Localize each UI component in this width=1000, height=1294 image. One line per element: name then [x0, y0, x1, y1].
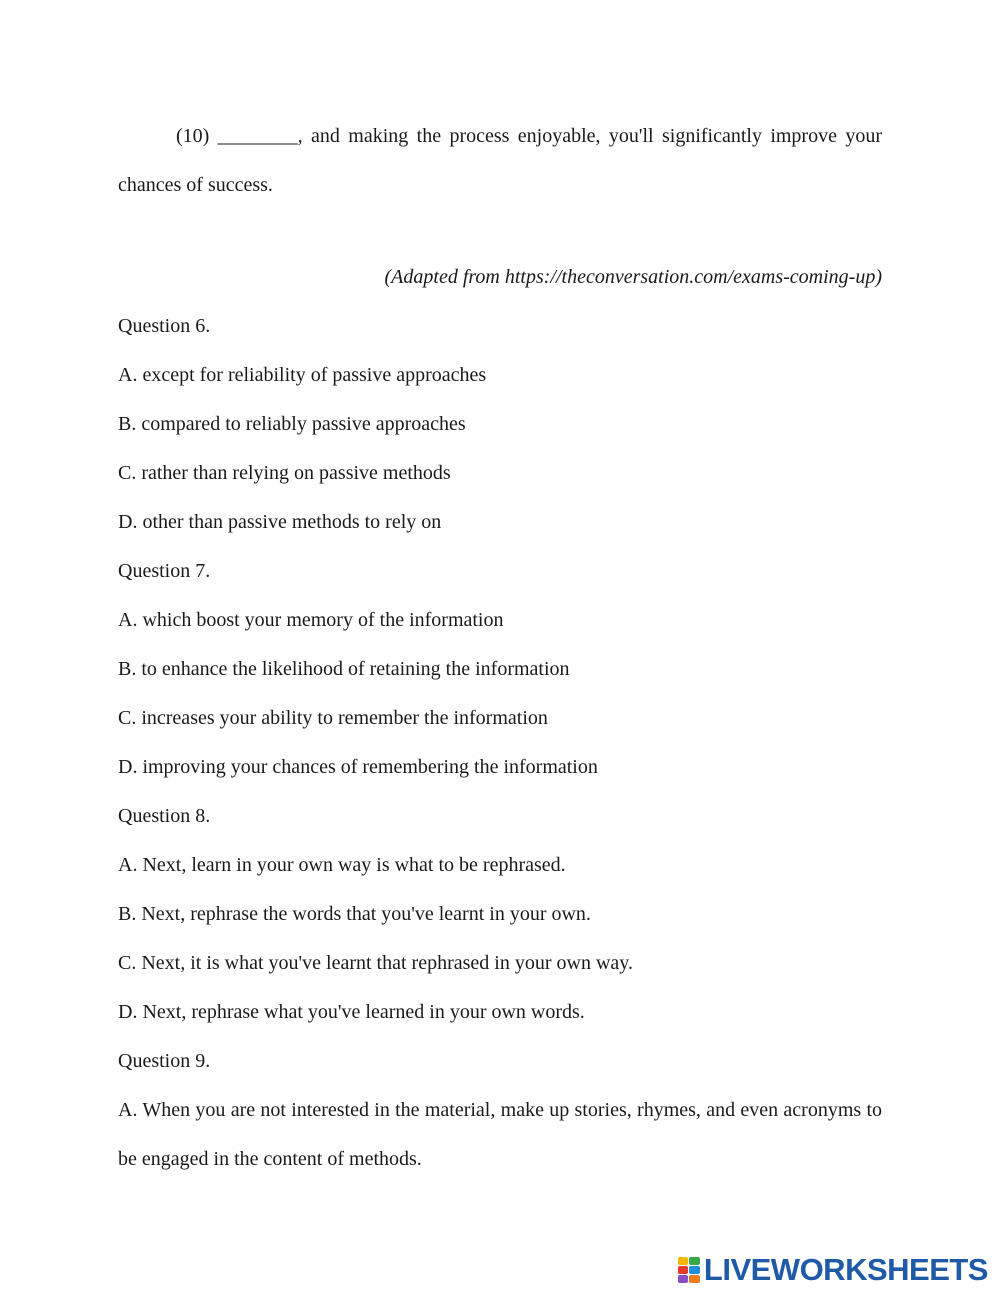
source-citation: (Adapted from https://theconversation.com/exams-coming-up)	[384, 266, 882, 288]
question-6-option-a[interactable]: A. except for reliability of passive approaches	[118, 364, 487, 386]
question-7-option-c[interactable]: C. increases your ability to remember the information	[118, 707, 548, 729]
question-9-option-a[interactable]: A. When you are not interested in the material, make up stories, rhymes, and even acronyms to be engaged in the content of methods.	[118, 1099, 882, 1170]
question-8-option-a[interactable]: A. Next, learn in your own way is what to be rephrased.	[118, 854, 566, 876]
question-8-option-c[interactable]: C. Next, it is what you've learnt that rephrased in your own way.	[118, 952, 633, 974]
logo-block-1	[678, 1257, 689, 1265]
questions-list	[118, 309, 882, 1184]
liveworksheets-logo-icon	[678, 1257, 700, 1283]
logo-block-4	[689, 1266, 700, 1274]
question-7-label: Question 7.	[118, 560, 211, 582]
question-8-label: Question 8.	[118, 805, 211, 827]
question-6-option-d[interactable]: D. other than passive methods to rely on	[118, 511, 442, 533]
question-7-option-d[interactable]: D. improving your chances of remembering the information	[118, 756, 598, 778]
question-8-option-d[interactable]: D. Next, rephrase what you've learned in your own words.	[118, 1001, 585, 1023]
question-6-label: Question 6.	[118, 315, 211, 337]
question-7-option-b[interactable]: B. to enhance the likelihood of retaining the information	[118, 658, 570, 680]
logo-block-2	[689, 1257, 700, 1265]
question-8-option-b[interactable]: B. Next, rephrase the words that you've learnt in your own.	[118, 903, 591, 925]
logo-block-5	[678, 1275, 689, 1283]
question-7-option-a[interactable]: A. which boost your memory of the information	[118, 609, 504, 631]
liveworksheets-logo[interactable]	[678, 1252, 988, 1288]
logo-block-6	[689, 1275, 700, 1283]
intro-paragraph: (10) ________, and making the process enjoyable, you'll significantly improve your chances of success.	[118, 125, 882, 196]
question-6-option-c[interactable]: C. rather than relying on passive methods	[118, 462, 451, 484]
logo-block-3	[678, 1266, 689, 1274]
liveworksheets-brand-text: LIVEWORKSHEETS	[703, 1252, 988, 1287]
question-6-option-b[interactable]: B. compared to reliably passive approaches	[118, 413, 466, 435]
question-9-label: Question 9.	[118, 1050, 211, 1072]
